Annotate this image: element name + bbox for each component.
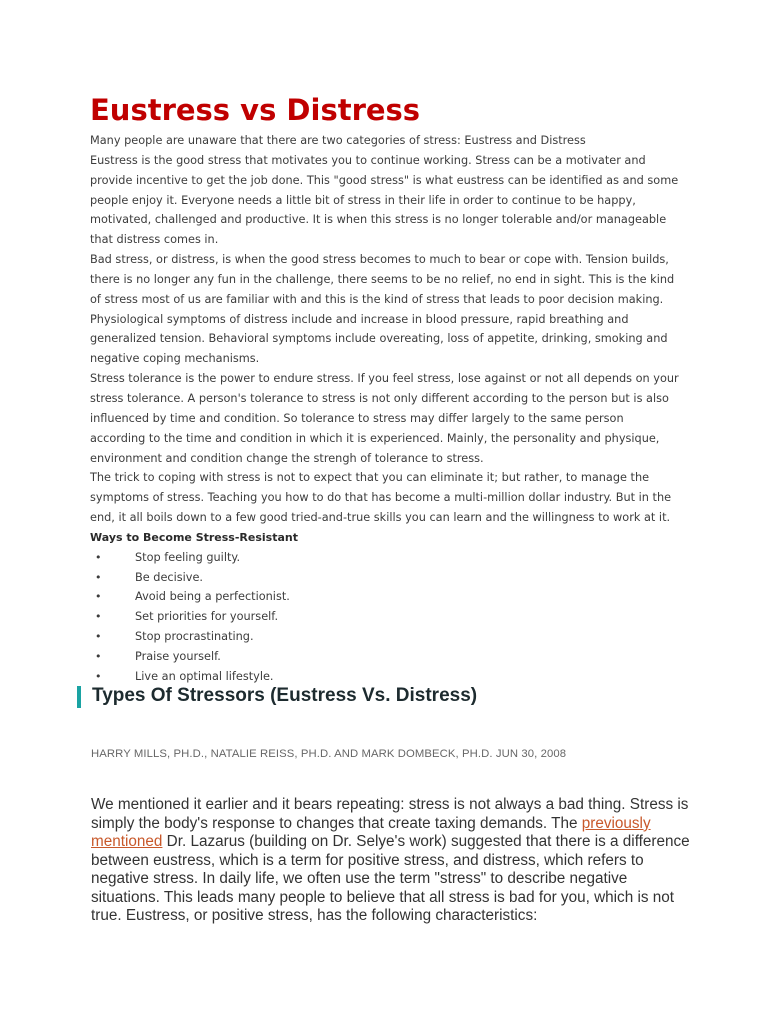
list-item-text: Set priorities for yourself.: [135, 610, 279, 624]
distress-paragraph: Bad stress, or distress, is when the good stress becomes to much to bear or cope with. Tension builds, there is no longer any fun in the challenge, there seems to be no relief, no end in sight. This is the kind of stress most of us are familiar with and this is the kind of stress that leads to poor decision making. Physiological symptoms of distress include and increase in blood pressure, rapid breathing and generalized tension. Behavioral symptoms include overeating, loss of appetite, drinking, smoking and negative coping mechanisms.: [90, 253, 675, 366]
ways-list: [90, 548, 680, 687]
article-text-after-link: Dr. Lazarus (building on Dr. Selye's work) suggested that there is a difference between eustress, which is a term for positive stress, and distress, which refers to negative stress. In daily life, we often use the term "stress" to describe negative situations. This leads many people to believe that all stress is bad for you, which is not true. Eustress, or positive stress, has the following characteristics:: [91, 833, 690, 925]
stress-tolerance-paragraph: Stress tolerance is the power to endure stress. If you feel stress, lose against or not all depends on your stress tolerance. A person's tolerance to stress is not only different according to the person but is also influenced by time and condition. So tolerance to stress may differ largely to the same person according to the time and condition in which it is experienced. Mainly, the personality and physique, environment and condition change the strengh of tolerance to stress.: [90, 372, 679, 465]
coping-paragraph: The trick to coping with stress is not to expect that you can eliminate it; but rather, to manage the symptoms of stress. Teaching you how to do that has become a multi-million dollar industry. But in the end, it all boils down to a few good tried-and-true skills you can learn and the willingness to work at it.: [90, 471, 672, 525]
list-item-text: Live an optimal lifestyle.: [135, 669, 274, 683]
bullet-icon: •: [95, 570, 102, 584]
list-item: [90, 548, 680, 568]
bullet-icon: •: [95, 630, 102, 644]
eustress-paragraph: Eustress is the good stress that motivates you to continue working. Stress can be a motivater and provide incentive to get the job done. This "good stress" is what eustress can be identified as and some people enjoy it. Everyone needs a little bit of stress in their life in order to continue to be happy, motivated, challenged and productive. It is when this stress is no longer tolerable and/or manageable that distress comes in.: [90, 153, 679, 247]
section-heading: Types Of Stressors (Eustress Vs. Distress): [92, 685, 478, 706]
list-item: [90, 587, 680, 607]
previously-mentioned-link[interactable]: previously mentioned: [91, 814, 651, 851]
list-item: [90, 647, 680, 667]
intro-paragraph: Many people are unaware that there are two categories of stress: Eustress and Distress: [90, 134, 586, 147]
document-body: [90, 131, 680, 687]
list-item: [90, 568, 680, 588]
list-item-text: Praise yourself.: [135, 649, 221, 663]
bullet-icon: •: [95, 550, 102, 564]
list-item-text: Be decisive.: [135, 570, 204, 584]
list-item-text: Stop procrastinating.: [135, 630, 254, 644]
bullet-icon: •: [95, 610, 102, 624]
list-item-text: Avoid being a perfectionist.: [135, 590, 290, 604]
article-text-before-link: We mentioned it earlier and it bears repeating: stress is not always a bad thing. Stress is simply the body's response to changes that create taxing demands. The: [91, 796, 689, 832]
bullet-icon: •: [95, 590, 102, 604]
article-paragraph: [91, 796, 691, 926]
list-item-text: Stop feeling guilty.: [135, 550, 241, 564]
article-byline: HARRY MILLS, PH.D., NATALIE REISS, PH.D. AND MARK DOMBECK, PH.D. JUN 30, 2008: [91, 748, 567, 760]
bullet-icon: •: [95, 649, 102, 663]
section-accent-bar: [77, 686, 81, 708]
bullet-icon: •: [95, 669, 102, 683]
list-item: [90, 607, 680, 627]
list-item: [90, 627, 680, 647]
ways-heading: Ways to Become Stress-Resistant: [90, 530, 298, 544]
document-title: Eustress vs Distress: [90, 93, 421, 127]
